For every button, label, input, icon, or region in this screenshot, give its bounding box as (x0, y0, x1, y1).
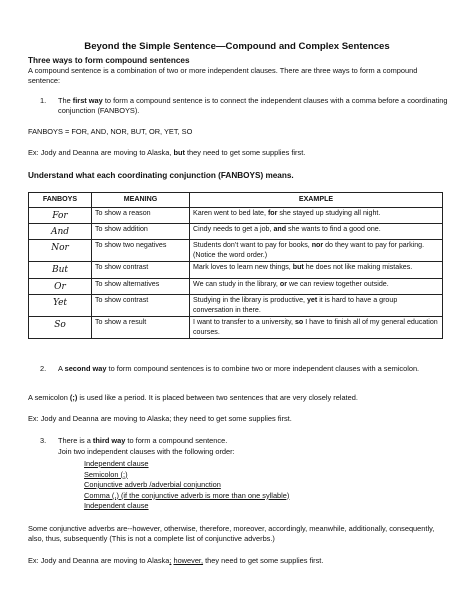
table-row (29, 223, 443, 239)
conjunction-example: Students don’t want to pay for books, nor do they want to pay for parking. (Notice the word order.) (190, 240, 443, 262)
conjunction-meaning: To show two negatives (92, 240, 190, 262)
third-way-instruction: Join two independent clauses with the following order: (58, 447, 235, 456)
conjunctive-adverbs-list: Some conjunctive adverbs are--however, otherwise, therefore, moreover, accordingly, meanwhile, additionally, consequently, also, thus, subsequently (This is not a complete list of conjunctive adverbs.) (28, 524, 435, 544)
order-step: Conjunctive adverb /adverbial conjunction (84, 480, 221, 490)
example-one: Ex: Jody and Deanna are moving to Alaska, but they need to get some supplies first. (28, 148, 306, 157)
conjunction-word: And (29, 223, 92, 239)
page-title: Beyond the Simple Sentence—Compound and Complex Sentences (84, 41, 390, 52)
table-header-row (29, 193, 443, 208)
header-example: EXAMPLE (190, 193, 443, 208)
example-two: Ex: Jody and Deanna are moving to Alaska; they need to get some supplies first. (28, 414, 292, 423)
fanboys-list: FANBOYS = FOR, AND, NOR, BUT, OR, YET, SO (28, 127, 193, 136)
semicolon-definition: A semicolon (;) is used like a period. It is placed between two sentences that are very closely related. (28, 393, 358, 402)
understand-heading: Understand what each coordinating conjunction (FANBOYS) means. (28, 171, 294, 180)
table-row (29, 240, 443, 262)
conjunction-example: Studying in the library is productive, yet it is hard to have a group conversation in there. (190, 294, 443, 316)
order-step: Independent clause (84, 459, 149, 468)
order-step: Independent clause (84, 501, 149, 511)
order-step: Comma (,) (if the conjunctive adverb is more than one syllable) (84, 490, 290, 500)
conjunction-word: But (29, 262, 92, 278)
conjunction-word: Or (29, 278, 92, 294)
conjunction-word: Yet (29, 294, 92, 316)
third-way-number: 3. (40, 436, 47, 445)
conjunction-example: I want to transfer to a university, so I have to finish all of my general education courses. (190, 317, 443, 339)
conjunction-meaning: To show a reason (92, 207, 190, 223)
table-row (29, 317, 443, 339)
conjunction-meaning: To show addition (92, 223, 190, 239)
conjunction-meaning: To show contrast (92, 262, 190, 278)
header-fanboys: FANBOYS (29, 193, 92, 208)
conjunction-meaning: To show a result (92, 317, 190, 339)
conjunction-example: Karen went to bed late, for she stayed up studying all night. (190, 207, 443, 223)
table-row (29, 278, 443, 294)
conjunction-meaning: To show alternatives (92, 278, 190, 294)
fanboys-table (28, 192, 443, 339)
conjunction-example: Mark loves to learn new things, but he does not like making mistakes. (190, 262, 443, 278)
conjunction-word: For (29, 207, 92, 223)
clause-order-list (84, 459, 289, 512)
second-way-number: 2. (40, 364, 47, 373)
conjunction-meaning: To show contrast (92, 294, 190, 316)
first-way-number: 1. (40, 96, 47, 105)
table-row (29, 294, 443, 316)
conjunction-word: So (29, 317, 92, 339)
first-way-text: The first way to form a compound sentence is to connect the independent clauses with a comma before a coordinating conjunction (FANBOYS). (58, 96, 448, 116)
second-way-text: A second way to form compound sentences is to combine two or more independent clauses with a semicolon. (58, 364, 420, 373)
conjunction-example: Cindy needs to get a job, and she wants to find a good one. (190, 223, 443, 239)
header-meaning: MEANING (92, 193, 190, 208)
three-ways-heading: Three ways to form compound sentences (28, 56, 190, 65)
conjunction-example: We can study in the library, or we can review together outside. (190, 278, 443, 294)
conjunction-word: Nor (29, 240, 92, 262)
example-three: Ex: Jody and Deanna are moving to Alaska; however, they need to get some supplies first. (28, 556, 324, 565)
order-step: Semicolon (;) (84, 469, 128, 479)
compound-intro: A compound sentence is a combination of two or more independent clauses. There are three ways to form a compound sentence: (28, 66, 418, 86)
table-row (29, 207, 443, 223)
table-row (29, 262, 443, 278)
third-way-text: There is a third way to form a compound sentence. (58, 436, 228, 445)
